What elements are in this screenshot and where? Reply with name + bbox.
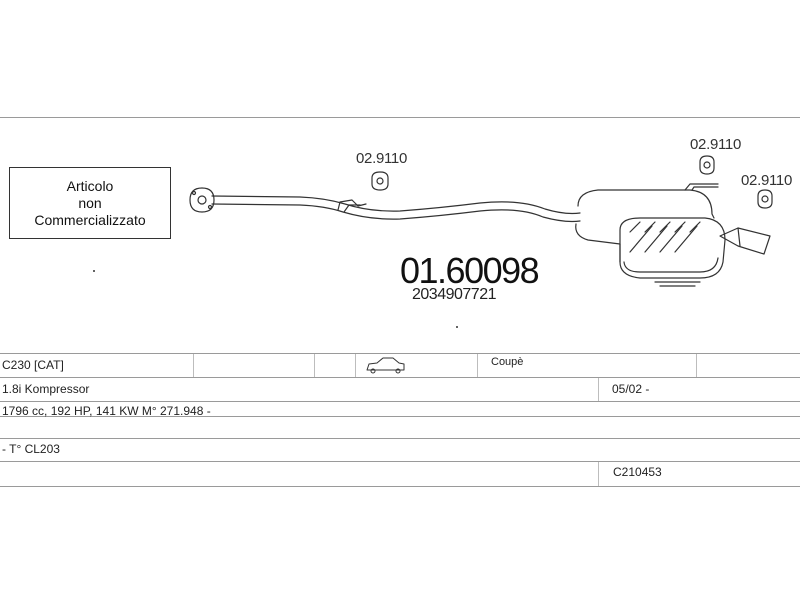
engine-spec-cell: 1796 cc, 192 HP, 141 KW M° 271.948 - bbox=[2, 404, 211, 418]
not-sold-line-1: Articolo bbox=[66, 177, 114, 194]
model-cell: C230 [CAT] bbox=[2, 358, 64, 372]
car-coupe-icon bbox=[367, 358, 404, 373]
main-part-code[interactable]: 01.60098 bbox=[400, 250, 539, 291]
not-sold-line-2: non bbox=[78, 194, 102, 211]
engine-cell: 1.8i Kompressor bbox=[2, 382, 90, 396]
stray-dot bbox=[93, 270, 95, 272]
rubber-hanger-icon bbox=[372, 172, 388, 190]
oem-part-code: 2034907721 bbox=[412, 286, 496, 303]
hanger-code-front[interactable]: 02.9110 bbox=[356, 150, 408, 167]
stray-dot bbox=[456, 326, 458, 328]
not-sold-line-3: Commercializzato bbox=[34, 211, 146, 228]
date-cell: 05/02 - bbox=[612, 382, 650, 396]
rubber-hanger-icon bbox=[758, 190, 772, 208]
rubber-hanger-icon bbox=[700, 156, 714, 174]
intermediate-pipe bbox=[212, 196, 580, 222]
hanger-code-rear-right[interactable]: 02.9110 bbox=[741, 172, 793, 189]
type-cell: - T° CL203 bbox=[2, 442, 60, 456]
hanger-code-rear-top[interactable]: 02.9110 bbox=[690, 136, 742, 153]
reference-cell: C210453 bbox=[613, 465, 662, 479]
body-type-cell: Coupè bbox=[491, 356, 524, 368]
front-flange-icon bbox=[190, 188, 214, 212]
rear-silencer bbox=[576, 184, 770, 286]
